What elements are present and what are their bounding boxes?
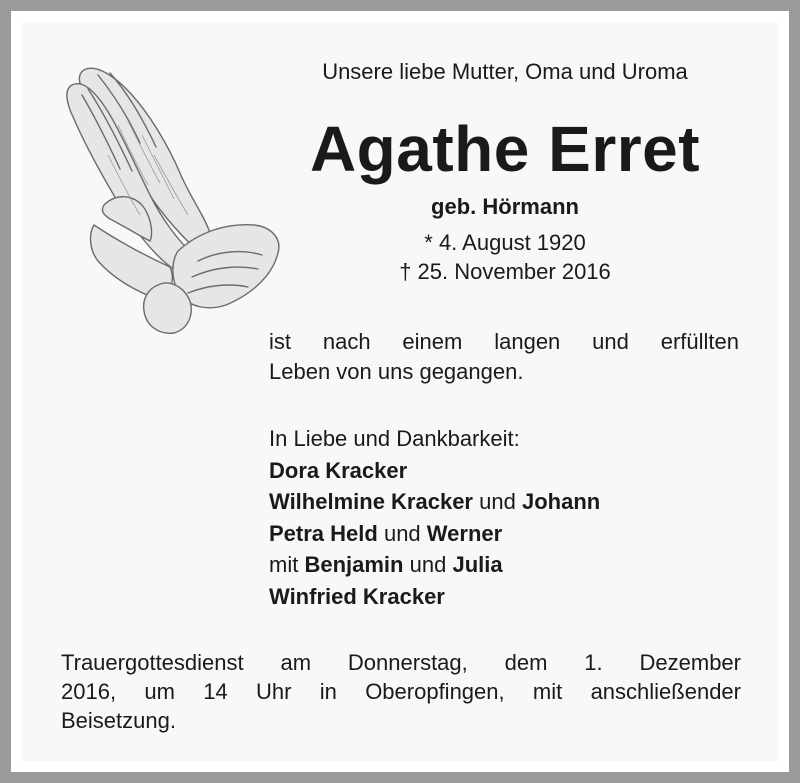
birth-name: geb. Hörmann [431,194,579,219]
mourner-name: Winfried Kracker [269,583,445,609]
mourner-line [269,486,749,518]
mourner-line [269,581,749,613]
service-line: 2016, um 14 Uhr in Oberopfingen, mit anschließender [61,679,741,704]
mourner-name: Johann [521,489,601,514]
mourner-name: Benjamin [304,552,404,577]
passage-line: ist nach einem langen und erfüllten [269,329,739,354]
passage-text [269,327,739,387]
service-line: Beisetzung. [61,708,176,733]
life-dates [270,228,740,286]
mourner-name: Petra Held [269,520,378,546]
deceased-name: Agathe Erret [309,113,701,185]
birth-date: * 4. August 1920 [424,230,586,255]
mourners-heading: In Liebe und Dankbarkeit: [269,426,520,451]
mourner-name: Werner [426,520,503,546]
passage-line: Leben von uns gegangen. [269,359,524,384]
mourner-line [269,455,749,487]
mourner-line [269,518,749,550]
mourners-list [269,423,749,612]
intro-line: Unsere liebe Mutter, Oma und Uroma [322,59,688,84]
mourner-name: Wilhelmine Kracker [269,489,473,514]
mourner-name: Julia [452,552,503,577]
death-date: † 25. November 2016 [399,259,611,284]
mourner-prefix: mit [269,552,299,577]
service-line: Trauergottesdienst am Donnerstag, dem 1. Dezember [61,650,741,675]
mourner-joiner: und [479,489,516,514]
mourner-line [269,549,749,581]
praying-hands-icon [58,55,286,340]
mourner-name: Dora Kracker [269,457,408,483]
service-info [61,648,741,735]
mourner-joiner: und [409,552,447,577]
mourner-joiner: und [383,520,421,546]
